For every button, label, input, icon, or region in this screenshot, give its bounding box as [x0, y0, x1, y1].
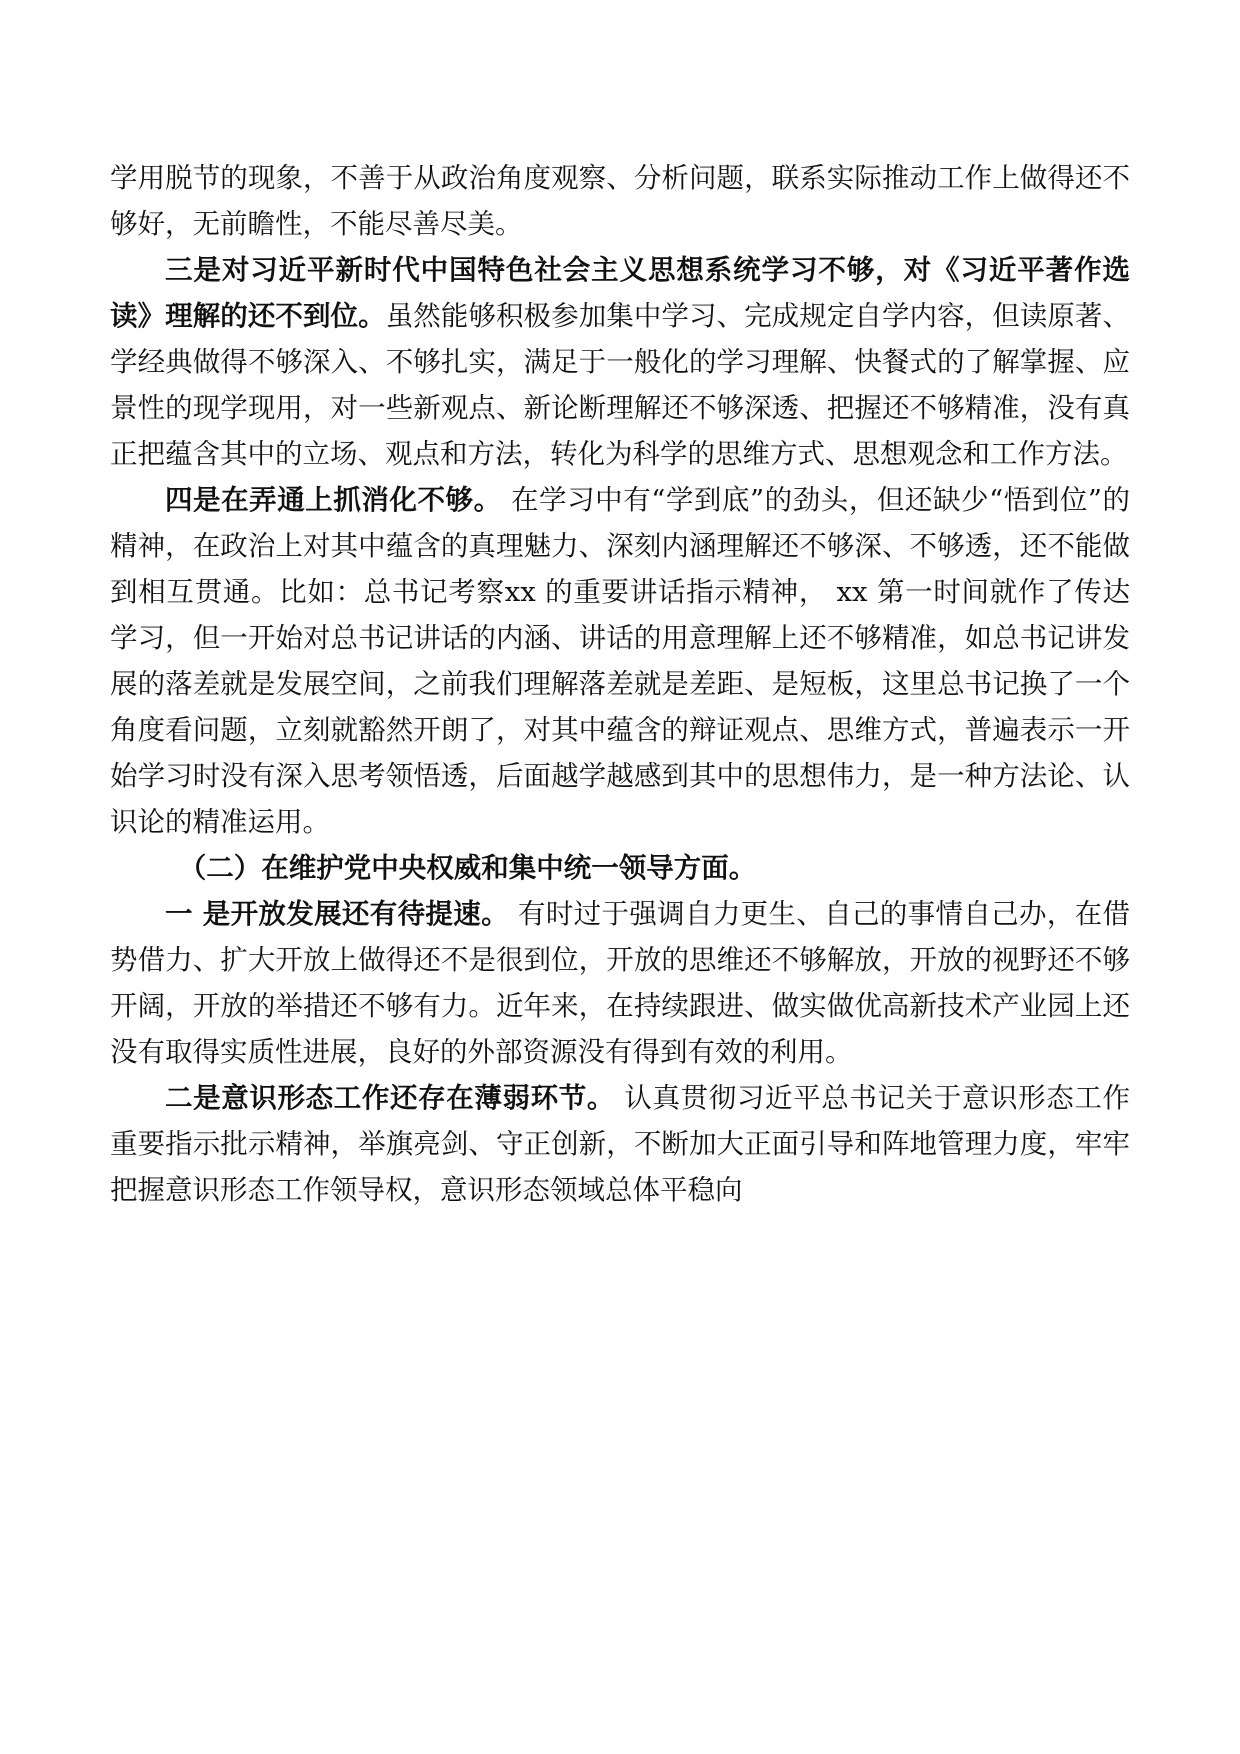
- paragraph-heading: 一 是开放发展还有待提速。: [165, 898, 509, 930]
- document-page: [110, 155, 1130, 1213]
- paragraph-heading: 四是在弄通上抓消化不够。: [165, 484, 502, 516]
- paragraph-text: 认真贯彻习近平总书记关于意识形态工作重要指示批示精神，举旗亮剑、守正创新，不断加大正面引导和阵地管理力度，牢牢把握意识形态工作领导权，意识形态领域总体平稳向: [110, 1082, 1130, 1206]
- paragraph-point-four: [110, 477, 1130, 845]
- paragraph-continuation: [110, 155, 1130, 247]
- paragraph-text: 虽然能够积极参加集中学习、完成规定自学内容，但读原著、学经典做得不够深入、不够扎实，满足于一般化的学习理解、快餐式的了解掌握、应景性的现学现用，对一些新观点、新论断理解还不够深透、把握还不够精准，没有真正把蕴含其中的立场、观点和方法，转化为科学的思维方式、思想观念和工作方法。: [110, 300, 1131, 470]
- section-heading: [110, 845, 1130, 891]
- paragraph-heading: 三是对习近平新时代中国特色社会主义思想系统学习不够，对《习近平著作选读》理解的还不到位。: [110, 254, 1130, 332]
- paragraph-point-three: [110, 247, 1130, 477]
- section-heading-text: （二）在维护党中央权威和集中统一领导方面。: [178, 852, 757, 884]
- paragraph-point-one: [110, 891, 1130, 1075]
- paragraph-text: 有时过于强调自力更生、自己的事情自己办，在借势借力、扩大开放上做得还不是很到位，开放的思维还不够解放，开放的视野还不够开阔，开放的举措还不够有力。近年来，在持续跟进、做实做优高新技术产业园上还没有取得实质性进展，良好的外部资源没有得到有效的利用。: [110, 898, 1130, 1068]
- paragraph-text: 在学习中有“学到底”的劲头，但还缺少“悟到位”的精神，在政治上对其中蕴含的真理魅力、深刻内涵理解还不够深、不够透，还不能做到相互贯通。比如：总书记考察xx 的重要讲话指示精神， xx 第一时间就作了传达学习，但一开始对总书记讲话的内涵、讲话的用意理解上还不够精准，如总书记讲发展的落差就是发展空间，之前我们理解落差就是差距、是短板，这里总书记换了一个角度看问题，立刻就豁然开朗了，对其中蕴含的辩证观点、思维方式，普遍表示一开始学习时没有深入思考领悟透，后面越学越感到其中的思想伟力，是一种方法论、认识论的精准运用。: [110, 484, 1130, 838]
- paragraph-heading: 二是意识形态工作还存在薄弱环节。: [165, 1082, 615, 1114]
- paragraph-text: 学用脱节的现象，不善于从政治角度观察、分析问题，联系实际推动工作上做得还不够好，无前瞻性，不能尽善尽美。: [110, 162, 1130, 240]
- paragraph-point-two: [110, 1075, 1130, 1213]
